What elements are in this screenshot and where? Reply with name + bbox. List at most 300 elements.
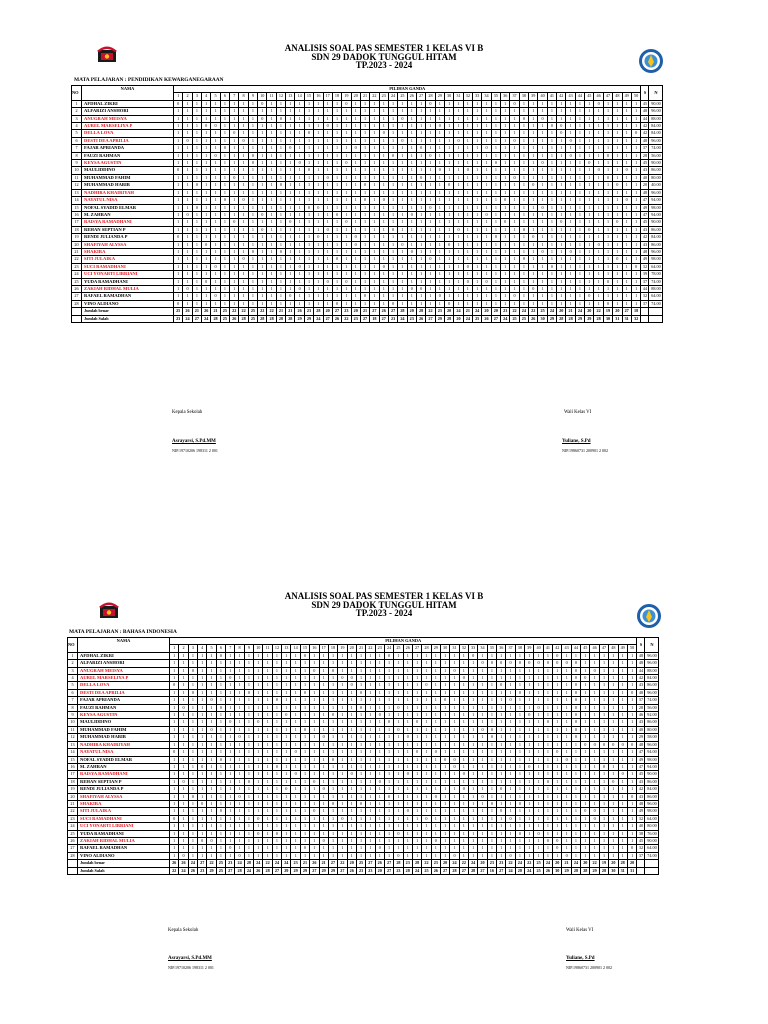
score-n: 94.00 — [645, 749, 659, 756]
summary-count: 29 — [435, 315, 444, 322]
answer-mark: 1 — [515, 697, 524, 704]
answer-mark: 1 — [244, 652, 253, 659]
answer-mark: 1 — [562, 675, 571, 682]
answer-mark: 1 — [506, 763, 515, 770]
answer-mark: 1 — [263, 800, 272, 807]
answer-mark: 0 — [529, 234, 538, 241]
answer-mark: 1 — [618, 749, 627, 756]
question-number: 18 — [332, 93, 341, 100]
answer-mark: 1 — [286, 234, 295, 241]
answer-mark: 1 — [529, 123, 538, 130]
answer-mark: 1 — [370, 285, 379, 292]
sum-correct-row — [72, 308, 663, 315]
answer-mark: 1 — [220, 108, 229, 115]
answer-mark: 1 — [407, 130, 416, 137]
answer-mark: 1 — [585, 108, 594, 115]
answer-mark: 1 — [230, 108, 239, 115]
answer-mark: 1 — [202, 160, 211, 167]
answer-mark: 1 — [207, 830, 216, 837]
answer-mark: 1 — [426, 182, 435, 189]
answer-mark: 1 — [543, 682, 552, 689]
answer-mark: 1 — [482, 174, 491, 181]
answer-mark: 1 — [286, 271, 295, 278]
answer-mark: 1 — [440, 667, 449, 674]
answer-mark: 1 — [384, 689, 393, 696]
answer-mark: 1 — [388, 174, 397, 181]
answer-mark: 1 — [515, 741, 524, 748]
answer-mark: 1 — [235, 845, 244, 852]
summary-count: 23 — [388, 315, 397, 322]
answer-mark: 1 — [599, 675, 608, 682]
answer-mark: 1 — [538, 256, 547, 263]
answer-mark: 1 — [398, 226, 407, 233]
title-line-2: SDN 29 DADOK TUNGGUL HITAM — [311, 599, 457, 610]
table-row — [68, 793, 659, 800]
answer-mark: 1 — [248, 211, 257, 218]
answer-mark: 1 — [394, 837, 403, 844]
answer-mark: 1 — [631, 285, 641, 292]
answer-mark: 1 — [370, 182, 379, 189]
answer-mark: 1 — [360, 145, 369, 152]
answer-mark: 1 — [398, 167, 407, 174]
answer-mark: 1 — [276, 300, 285, 307]
answer-mark: 1 — [183, 152, 192, 159]
question-number: 25 — [398, 93, 407, 100]
answer-mark: 1 — [314, 256, 323, 263]
answer-mark: 1 — [332, 137, 341, 144]
answer-mark: 1 — [174, 197, 183, 204]
summary-count: 27 — [388, 308, 397, 315]
answer-mark: 0 — [407, 285, 416, 292]
report-title — [0, 592, 768, 618]
answer-mark: 1 — [627, 756, 637, 763]
answer-mark: 0 — [487, 734, 496, 741]
answer-mark: 0 — [310, 667, 319, 674]
question-number: 14 — [291, 645, 300, 652]
answer-mark: 1 — [207, 823, 216, 830]
answer-mark: 1 — [328, 689, 337, 696]
student-name: YUDA RAMADHANI — [82, 278, 174, 285]
answer-mark: 0 — [547, 263, 556, 270]
answer-mark: 1 — [319, 771, 328, 778]
answer-mark: 1 — [478, 652, 487, 659]
answer-mark: 0 — [594, 167, 603, 174]
question-number: 33 — [473, 93, 482, 100]
answer-mark: 1 — [356, 682, 365, 689]
answer-mark: 1 — [538, 130, 547, 137]
answer-mark: 0 — [581, 741, 590, 748]
answer-mark: 1 — [553, 823, 562, 830]
answer-mark: 1 — [310, 749, 319, 756]
answer-mark: 1 — [300, 830, 309, 837]
answer-mark: 1 — [435, 197, 444, 204]
answer-mark: 1 — [463, 226, 472, 233]
answer-mark: 1 — [300, 719, 309, 726]
answer-mark: 0 — [529, 285, 538, 292]
answer-mark: 1 — [571, 830, 580, 837]
answer-mark: 1 — [566, 115, 575, 122]
answer-mark: 1 — [179, 660, 188, 667]
answer-mark: 1 — [416, 234, 425, 241]
answer-mark: 1 — [267, 256, 276, 263]
answer-mark: 1 — [360, 100, 369, 107]
answer-mark: 1 — [211, 145, 220, 152]
answer-mark: 1 — [403, 749, 412, 756]
answer-mark: 1 — [571, 756, 580, 763]
answer-mark: 1 — [529, 108, 538, 115]
answer-mark: 0 — [435, 123, 444, 130]
answer-mark: 1 — [188, 808, 197, 815]
answer-mark: 0 — [347, 682, 356, 689]
answer-mark: 0 — [497, 786, 506, 793]
answer-mark: 1 — [375, 837, 384, 844]
answer-mark: 1 — [291, 660, 300, 667]
answer-mark: 1 — [501, 130, 510, 137]
score-s: 37 — [642, 300, 648, 306]
answer-mark: 0 — [482, 278, 491, 285]
answer-mark: 1 — [370, 204, 379, 211]
answer-mark: 1 — [599, 778, 608, 785]
answer-mark: 1 — [272, 793, 281, 800]
answer-mark: 1 — [174, 278, 183, 285]
answer-mark: 1 — [226, 786, 235, 793]
answer-mark: 1 — [398, 182, 407, 189]
answer-mark: 1 — [388, 219, 397, 226]
answer-mark: 1 — [627, 697, 637, 704]
answer-mark: 1 — [506, 667, 515, 674]
summary-count: 20 — [491, 308, 500, 315]
answer-mark: 1 — [450, 689, 459, 696]
answer-mark: 1 — [585, 182, 594, 189]
answer-mark: 1 — [351, 123, 360, 130]
answer-mark: 1 — [450, 823, 459, 830]
summary-count: 31 — [622, 315, 631, 322]
answer-mark: 1 — [276, 100, 285, 107]
answer-mark: 1 — [603, 234, 612, 241]
answer-mark: 1 — [174, 285, 183, 292]
answer-mark: 1 — [239, 115, 248, 122]
answer-mark: 1 — [613, 263, 622, 270]
answer-mark: 1 — [286, 115, 295, 122]
answer-mark: 1 — [179, 771, 188, 778]
student-number: 23 — [72, 263, 82, 270]
table-row — [68, 726, 659, 733]
answer-mark: 1 — [360, 211, 369, 218]
answer-mark: 1 — [525, 704, 534, 711]
answer-mark: 1 — [431, 756, 440, 763]
answer-mark: 1 — [543, 749, 552, 756]
question-number: 24 — [384, 645, 393, 652]
answer-mark: 1 — [258, 285, 267, 292]
student-number: 3 — [72, 115, 82, 122]
answer-mark: 1 — [478, 667, 487, 674]
question-number: 21 — [356, 645, 365, 652]
answer-mark: 1 — [581, 726, 590, 733]
answer-mark: 1 — [183, 248, 192, 255]
student-name: ALFARIZI ANSHORI — [82, 108, 174, 115]
answer-mark: 0 — [356, 689, 365, 696]
answer-mark: 1 — [174, 271, 183, 278]
answer-mark: 1 — [454, 182, 463, 189]
answer-mark: 0 — [375, 845, 384, 852]
answer-mark: 1 — [566, 293, 575, 300]
answer-mark: 1 — [553, 793, 562, 800]
answer-mark: 1 — [267, 174, 276, 181]
student-name: NAYATUL NISA — [78, 749, 170, 756]
answer-mark: 1 — [179, 793, 188, 800]
answer-mark: 1 — [188, 763, 197, 770]
summary-count: 29 — [282, 867, 291, 874]
question-number: 22 — [370, 93, 379, 100]
answer-mark: 1 — [613, 137, 622, 144]
answer-mark: 1 — [183, 182, 192, 189]
answer-mark: 1 — [506, 719, 515, 726]
answer-mark: 1 — [440, 719, 449, 726]
table-row — [68, 800, 659, 807]
answer-mark: 1 — [220, 271, 229, 278]
answer-mark: 1 — [435, 226, 444, 233]
answer-mark: 1 — [515, 675, 524, 682]
answer-mark: 1 — [258, 137, 267, 144]
summary-count: 22 — [263, 860, 272, 867]
answer-mark: 0 — [613, 182, 622, 189]
answer-mark: 1 — [594, 108, 603, 115]
answer-mark: 1 — [571, 845, 580, 852]
answer-mark: 1 — [258, 174, 267, 181]
answer-mark: 0 — [571, 660, 580, 667]
summary-count: 19 — [599, 860, 608, 867]
answer-mark: 0 — [235, 852, 244, 859]
answer-mark: 1 — [239, 130, 248, 137]
answer-mark: 1 — [515, 667, 524, 674]
answer-mark: 1 — [603, 211, 612, 218]
answer-mark: 0 — [412, 749, 421, 756]
answer-mark: 1 — [618, 675, 627, 682]
answer-mark: 1 — [356, 786, 365, 793]
answer-mark: 1 — [538, 152, 547, 159]
score-s: 43 — [638, 682, 644, 688]
student-number: 7 — [72, 145, 82, 152]
answer-mark: 1 — [230, 137, 239, 144]
answer-mark: 1 — [202, 300, 211, 307]
summary-count: 24 — [575, 308, 584, 315]
answer-mark: 1 — [590, 682, 599, 689]
answer-mark: 1 — [416, 226, 425, 233]
answer-mark: 1 — [286, 197, 295, 204]
answer-mark: 1 — [631, 115, 641, 122]
student-number: 8 — [72, 152, 82, 159]
answer-mark: 1 — [366, 741, 375, 748]
student-number: 4 — [72, 123, 82, 130]
summary-count: 24 — [272, 860, 281, 867]
summary-count: 22 — [338, 860, 347, 867]
answer-mark: 1 — [631, 123, 641, 130]
answer-mark: 1 — [482, 241, 491, 248]
answer-mark: 1 — [207, 778, 216, 785]
answer-mark: 1 — [338, 734, 347, 741]
answer-mark: 1 — [575, 211, 584, 218]
answer-mark: 1 — [581, 652, 590, 659]
question-number: 39 — [525, 645, 534, 652]
answer-mark: 1 — [609, 749, 618, 756]
answer-mark: 1 — [469, 689, 478, 696]
answer-mark: 1 — [459, 830, 468, 837]
answer-mark: 1 — [202, 152, 211, 159]
answer-mark: 1 — [202, 263, 211, 270]
answer-mark: 1 — [366, 734, 375, 741]
summary-count: 28 — [571, 867, 580, 874]
answer-mark: 1 — [220, 189, 229, 196]
sum-correct-row — [68, 860, 659, 867]
answer-mark: 1 — [501, 160, 510, 167]
answer-mark: 1 — [529, 293, 538, 300]
answer-mark: 1 — [557, 189, 566, 196]
answer-mark: 1 — [239, 160, 248, 167]
answer-mark: 1 — [501, 256, 510, 263]
answer-mark: 1 — [403, 697, 412, 704]
answer-mark: 1 — [258, 204, 267, 211]
answer-mark: 1 — [590, 771, 599, 778]
answer-mark: 1 — [534, 845, 543, 852]
answer-mark: 1 — [571, 763, 580, 770]
answer-mark: 1 — [207, 741, 216, 748]
answer-mark: 1 — [454, 256, 463, 263]
answer-mark: 1 — [192, 123, 201, 130]
score-s: 43 — [638, 719, 644, 725]
score-n: 94.00 — [649, 197, 663, 204]
question-number: 40 — [538, 93, 547, 100]
answer-mark: 0 — [571, 697, 580, 704]
answer-mark: 1 — [547, 137, 556, 144]
answer-mark: 1 — [248, 219, 257, 226]
answer-mark: 1 — [267, 100, 276, 107]
score-n: 98.00 — [645, 808, 659, 815]
answer-mark: 1 — [394, 793, 403, 800]
answer-mark: 1 — [407, 100, 416, 107]
answer-mark: 1 — [239, 167, 248, 174]
answer-mark: 1 — [515, 823, 524, 830]
answer-mark: 1 — [403, 793, 412, 800]
answer-mark: 1 — [506, 704, 515, 711]
answer-mark: 1 — [198, 786, 207, 793]
answer-mark: 1 — [338, 749, 347, 756]
answer-mark: 1 — [618, 815, 627, 822]
answer-mark: 1 — [416, 204, 425, 211]
answer-mark: 1 — [202, 234, 211, 241]
answer-mark: 1 — [220, 278, 229, 285]
answer-mark: 1 — [454, 108, 463, 115]
answer-mark: 1 — [478, 712, 487, 719]
answer-mark: 1 — [375, 823, 384, 830]
answer-mark: 0 — [276, 248, 285, 255]
answer-mark: 1 — [519, 278, 528, 285]
summary-count: 29 — [590, 867, 599, 874]
answer-mark: 0 — [510, 100, 519, 107]
summary-count: 31 — [627, 867, 637, 874]
answer-mark: 1 — [631, 278, 641, 285]
answer-mark: 1 — [543, 800, 552, 807]
answer-mark: 1 — [267, 152, 276, 159]
answer-mark: 1 — [295, 241, 304, 248]
summary-count: 28 — [314, 308, 323, 315]
answer-mark: 1 — [478, 823, 487, 830]
answer-mark: 0 — [416, 145, 425, 152]
answer-mark: 1 — [338, 712, 347, 719]
homeroom-teacher-label: Wali Kelas VI — [566, 928, 594, 933]
answer-mark: 1 — [478, 786, 487, 793]
score-n: 92.00 — [645, 712, 659, 719]
answer-mark: 1 — [422, 823, 431, 830]
answer-mark: 1 — [304, 234, 313, 241]
answer-mark: 1 — [403, 675, 412, 682]
answer-mark: 1 — [170, 771, 179, 778]
answer-mark: 1 — [412, 652, 421, 659]
answer-mark: 1 — [547, 197, 556, 204]
table-row — [68, 771, 659, 778]
answer-mark: 1 — [235, 712, 244, 719]
answer-mark: 0 — [254, 830, 263, 837]
answer-mark: 1 — [407, 182, 416, 189]
answer-mark: 1 — [332, 263, 341, 270]
answer-mark: 1 — [529, 152, 538, 159]
summary-count: 24 — [473, 308, 482, 315]
answer-mark: 1 — [183, 256, 192, 263]
answer-mark: 1 — [375, 652, 384, 659]
answer-mark: 0 — [170, 682, 179, 689]
answer-mark: 1 — [267, 115, 276, 122]
answer-mark: 1 — [310, 756, 319, 763]
subject-label: MATA PELAJARAN : BAHASA INDONESIA — [69, 629, 177, 635]
answer-mark: 1 — [450, 660, 459, 667]
answer-mark: 1 — [487, 852, 496, 859]
answer-mark: 1 — [174, 130, 183, 137]
answer-mark: 1 — [416, 256, 425, 263]
score-n: 86.00 — [645, 719, 659, 726]
answer-mark: 1 — [562, 786, 571, 793]
answer-mark: 1 — [534, 719, 543, 726]
answer-mark: 1 — [239, 123, 248, 130]
answer-mark: 0 — [482, 211, 491, 218]
answer-mark: 1 — [291, 823, 300, 830]
answer-mark: 1 — [398, 189, 407, 196]
summary-count: 20 — [375, 867, 384, 874]
answer-mark: 1 — [412, 771, 421, 778]
answer-mark: 1 — [388, 234, 397, 241]
answer-mark: 1 — [599, 771, 608, 778]
answer-mark: 1 — [304, 263, 313, 270]
answer-mark: 1 — [356, 697, 365, 704]
answer-mark: 1 — [379, 100, 388, 107]
answer-mark: 1 — [575, 189, 584, 196]
answer-mark: 0 — [323, 278, 332, 285]
table-row — [72, 108, 663, 115]
principal-label: Kepala Sekolah — [172, 410, 203, 415]
answer-mark: 1 — [581, 793, 590, 800]
answer-mark: 0 — [538, 204, 547, 211]
answer-mark: 1 — [388, 204, 397, 211]
answer-mark: 1 — [627, 682, 637, 689]
answer-mark: 1 — [338, 719, 347, 726]
answer-mark: 0 — [207, 837, 216, 844]
answer-mark: 1 — [450, 837, 459, 844]
answer-mark: 1 — [323, 137, 332, 144]
question-number: 32 — [459, 645, 468, 652]
answer-mark: 1 — [276, 197, 285, 204]
answer-mark: 1 — [553, 675, 562, 682]
answer-mark: 0 — [375, 778, 384, 785]
answer-mark: 1 — [613, 204, 622, 211]
answer-mark: 1 — [360, 189, 369, 196]
